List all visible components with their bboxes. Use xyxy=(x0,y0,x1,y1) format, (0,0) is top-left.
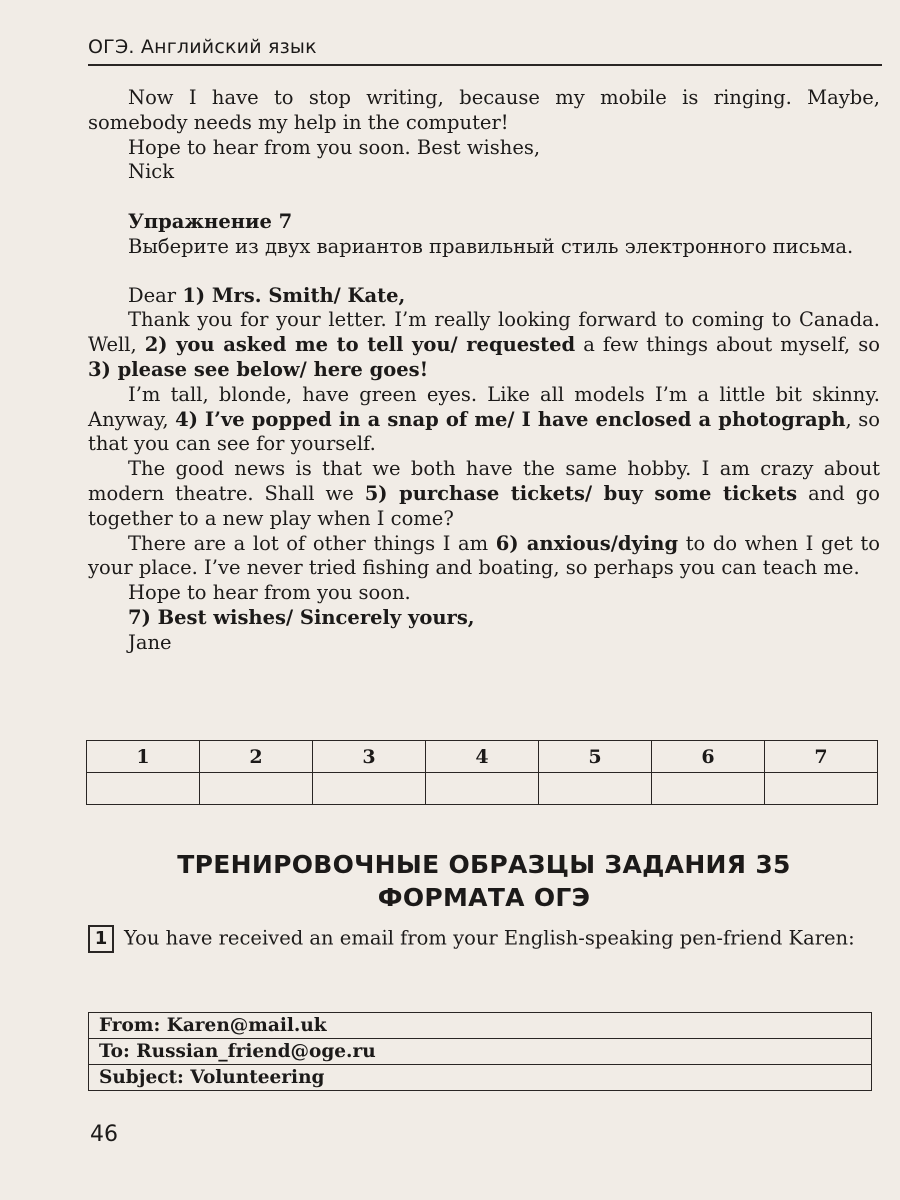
exercise-7 xyxy=(88,210,880,656)
answer-table xyxy=(86,740,878,805)
text-span: I’m tall, blonde, have green eyes. Like all models I’m a little bit skinny. Anyway, xyxy=(88,382,880,431)
email-to: To: Russian_friend@oge.ru xyxy=(89,1039,872,1065)
option-7-text: 7) Best wishes/ Sincerely yours, xyxy=(128,605,475,629)
answer-header-cell: 1 xyxy=(87,741,200,773)
text-span: , so that you can see for yourself. xyxy=(88,407,880,456)
answer-cell xyxy=(200,773,313,805)
option-7 xyxy=(88,606,880,631)
option-2: 2) you asked me to tell you/ requested xyxy=(144,333,576,357)
email-signature: Jane xyxy=(128,630,172,654)
answer-header-cell: 5 xyxy=(539,741,652,773)
email-from: From: Karen@mail.uk xyxy=(89,1013,872,1039)
option-1: 1) Mrs. Smith/ Kate, xyxy=(182,283,406,307)
option-6: 6) anxious/dying xyxy=(495,531,679,555)
text-span: a few things about myself, so xyxy=(575,333,881,357)
greeting-text: Dear xyxy=(128,283,183,307)
running-header: ОГЭ. Английский язык xyxy=(88,36,882,66)
letter-ending xyxy=(88,86,880,185)
email-header-table xyxy=(88,1012,872,1091)
email-paragraph-3 xyxy=(88,457,880,531)
option-4: 4) I’ve popped in a snap of me/ I have enclosed a photograph xyxy=(175,407,846,431)
letter-signature: Nick xyxy=(128,160,175,184)
email-paragraph-2 xyxy=(88,383,880,457)
answer-header-cell: 3 xyxy=(313,741,426,773)
email-paragraph-5: Hope to hear from you soon. xyxy=(128,581,411,605)
text-span: The good news is that we both have the same hobby. I am crazy about modern theatre. Shall we xyxy=(88,457,880,505)
section-title-line: ТРЕНИРОВОЧНЫЕ ОБРАЗЦЫ ЗАДАНИЯ 35 xyxy=(177,850,791,879)
text-span: to do when I get to your place. I’ve never tried fishing and boating, so perhaps you can teach me. xyxy=(88,531,880,580)
option-3: 3) please see below/ here goes! xyxy=(88,357,429,381)
answer-cell xyxy=(765,773,878,805)
answer-cell xyxy=(539,773,652,805)
task-number-box: 1 xyxy=(88,925,114,953)
answer-header-cell: 4 xyxy=(426,741,539,773)
answer-cell xyxy=(652,773,765,805)
answer-cell xyxy=(87,773,200,805)
answer-header-cell: 7 xyxy=(765,741,878,773)
text-span: and go together to a new play when I come? xyxy=(88,481,880,530)
text-span: There are a lot of other things I am xyxy=(128,531,496,555)
answer-header-cell: 2 xyxy=(200,741,313,773)
email-greeting xyxy=(88,284,880,309)
task-text: You have received an email from your English-speaking pen-friend Karen: xyxy=(124,926,855,950)
section-title-line: ФОРМАТА ОГЭ xyxy=(377,883,591,912)
letter-paragraph: Hope to hear from you soon. Best wishes, xyxy=(128,135,541,159)
answer-cell xyxy=(313,773,426,805)
answer-header-cell: 6 xyxy=(652,741,765,773)
exercise-title: Упражнение 7 xyxy=(128,210,293,233)
email-paragraph-4 xyxy=(88,532,880,582)
text-span: Thank you for your letter. I’m really looking forward to coming to Canada. Well, xyxy=(88,308,880,357)
section-title xyxy=(88,848,880,914)
answer-table-header-row xyxy=(87,741,878,773)
option-5: 5) purchase tickets/ buy some tickets xyxy=(364,481,798,505)
task-1 xyxy=(88,925,880,953)
answer-cell xyxy=(426,773,539,805)
answer-table-empty-row xyxy=(87,773,878,805)
letter-paragraph: Now I have to stop writing, because my mobile is ringing. Maybe, somebody needs my help in the computer! xyxy=(88,86,880,134)
exercise-instruction: Выберите из двух вариантов правильный стиль электронного письма. xyxy=(128,234,854,258)
email-subject: Subject: Volunteering xyxy=(89,1065,872,1091)
email-paragraph-1 xyxy=(88,308,880,382)
page-number: 46 xyxy=(90,1122,118,1147)
